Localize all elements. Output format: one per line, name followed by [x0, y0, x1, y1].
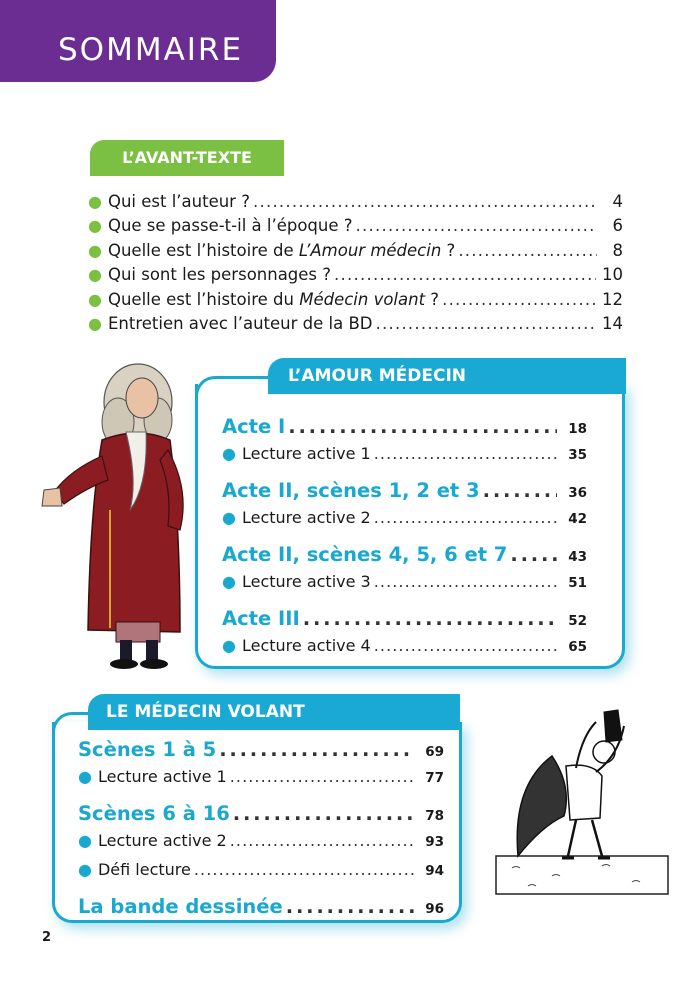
dot-leader [230, 831, 414, 850]
medecin-volant-list [78, 738, 444, 924]
page-number: 52 [568, 613, 587, 629]
dot-leader [334, 265, 596, 284]
box-corner [195, 376, 276, 419]
bullet-icon: ● [88, 289, 102, 309]
dot-leader [442, 290, 596, 309]
toc-item[interactable]: ● Que se passe-t-il à l’époque ? . . . 6 [88, 216, 623, 240]
toc-item[interactable]: ● Lecture active 2 . . . 93 [78, 831, 444, 860]
medecin-volant-label: LE MÉDECIN VOLANT [88, 694, 460, 730]
dot-leader [233, 802, 414, 825]
toc-heading[interactable]: Acte II, scènes 1, 2 et 3 . . . 36 [222, 479, 587, 508]
toc-item[interactable]: ● Défi lecture . . . 94 [78, 860, 444, 889]
bullet-icon: ● [222, 444, 236, 463]
toc-heading[interactable]: Scènes 1 à 5 . . . 69 [78, 738, 444, 767]
toc-heading[interactable]: Scènes 6 à 16 . . . 78 [78, 802, 444, 831]
toc-item[interactable]: ● Quelle est l’histoire du Médecin volant ? . . . 12 [88, 290, 623, 314]
dot-leader [458, 241, 597, 260]
page-number: 43 [568, 549, 587, 565]
bullet-icon: ● [78, 860, 92, 879]
bullet-icon: ● [88, 265, 102, 285]
dot-leader [374, 636, 557, 655]
dot-leader [483, 479, 557, 502]
dot-leader [230, 767, 414, 786]
dot-leader [303, 607, 557, 630]
dot-leader [374, 572, 557, 591]
avant-texte-label: L’AVANT-TEXTE [90, 140, 284, 176]
page-number: 14 [602, 313, 623, 333]
character-illustration [30, 360, 210, 670]
page-number: 18 [568, 421, 587, 437]
dot-leader [374, 444, 557, 463]
page-title: SOMMAIRE [58, 32, 244, 68]
dot-leader [374, 508, 557, 527]
dot-leader [356, 216, 597, 235]
bullet-icon: ● [78, 831, 92, 850]
dot-leader [288, 415, 557, 438]
page-number: 94 [425, 863, 444, 879]
page-number: 69 [425, 744, 444, 760]
amour-medecin-list [222, 415, 587, 665]
toc-item[interactable]: ● Lecture active 4 . . . 65 [222, 636, 587, 665]
page-number: 4 [612, 192, 623, 211]
page-number: 8 [612, 240, 623, 260]
page-number: 42 [568, 511, 587, 527]
page-number-footer: 2 [42, 930, 52, 945]
bullet-icon: ● [88, 216, 102, 236]
bullet-icon: ● [222, 572, 236, 591]
page-number: 78 [425, 808, 444, 824]
bullet-icon: ● [88, 313, 102, 333]
dot-leader [510, 543, 557, 566]
page-number: 51 [568, 575, 587, 591]
avant-texte-list [88, 192, 623, 338]
page-number: 10 [602, 265, 623, 285]
toc-item[interactable]: ● Qui est l’auteur ? . . . 4 [88, 192, 623, 216]
toc-item[interactable]: ● Qui sont les personnages ? . . . 10 [88, 265, 623, 289]
toc-heading[interactable]: Acte I . . . 18 [222, 415, 587, 444]
sketch-illustration [492, 706, 672, 898]
page-number: 35 [568, 447, 587, 463]
bullet-icon: ● [88, 192, 102, 211]
toc-heading[interactable]: La bande dessinée . . . 96 [78, 895, 444, 924]
page-number: 77 [425, 770, 444, 786]
dot-leader [375, 314, 596, 333]
toc-heading[interactable]: Acte II, scènes 4, 5, 6 et 7 . . . 43 [222, 543, 587, 572]
toc-item[interactable]: ● Lecture active 3 . . . 51 [222, 572, 587, 601]
page-number: 65 [568, 639, 587, 655]
dot-leader [194, 860, 414, 879]
toc-item[interactable]: ● Entretien avec l’auteur de la BD . . . 14 [88, 314, 623, 338]
dot-leader [286, 895, 414, 918]
amour-medecin-label: L’AMOUR MÉDECIN [268, 358, 626, 394]
page-number: 6 [612, 216, 623, 236]
toc-item[interactable]: ● Lecture active 1 . . . 77 [78, 767, 444, 796]
bullet-icon: ● [222, 508, 236, 527]
bullet-icon: ● [78, 767, 92, 786]
dot-leader [253, 192, 597, 211]
page-number: 96 [425, 901, 444, 917]
page-number: 93 [425, 834, 444, 850]
dot-leader [219, 738, 414, 761]
bullet-icon: ● [88, 240, 102, 260]
toc-item[interactable]: ● Lecture active 2 . . . 42 [222, 508, 587, 537]
toc-heading[interactable]: Acte III . . . 52 [222, 607, 587, 636]
toc-item[interactable]: ● Quelle est l’histoire de L’Amour médecin ? . . . 8 [88, 241, 623, 265]
page-number: 36 [568, 485, 587, 501]
bullet-icon: ● [222, 636, 236, 655]
page-number: 12 [602, 289, 623, 309]
toc-item[interactable]: ● Lecture active 1 . . . 35 [222, 444, 587, 473]
